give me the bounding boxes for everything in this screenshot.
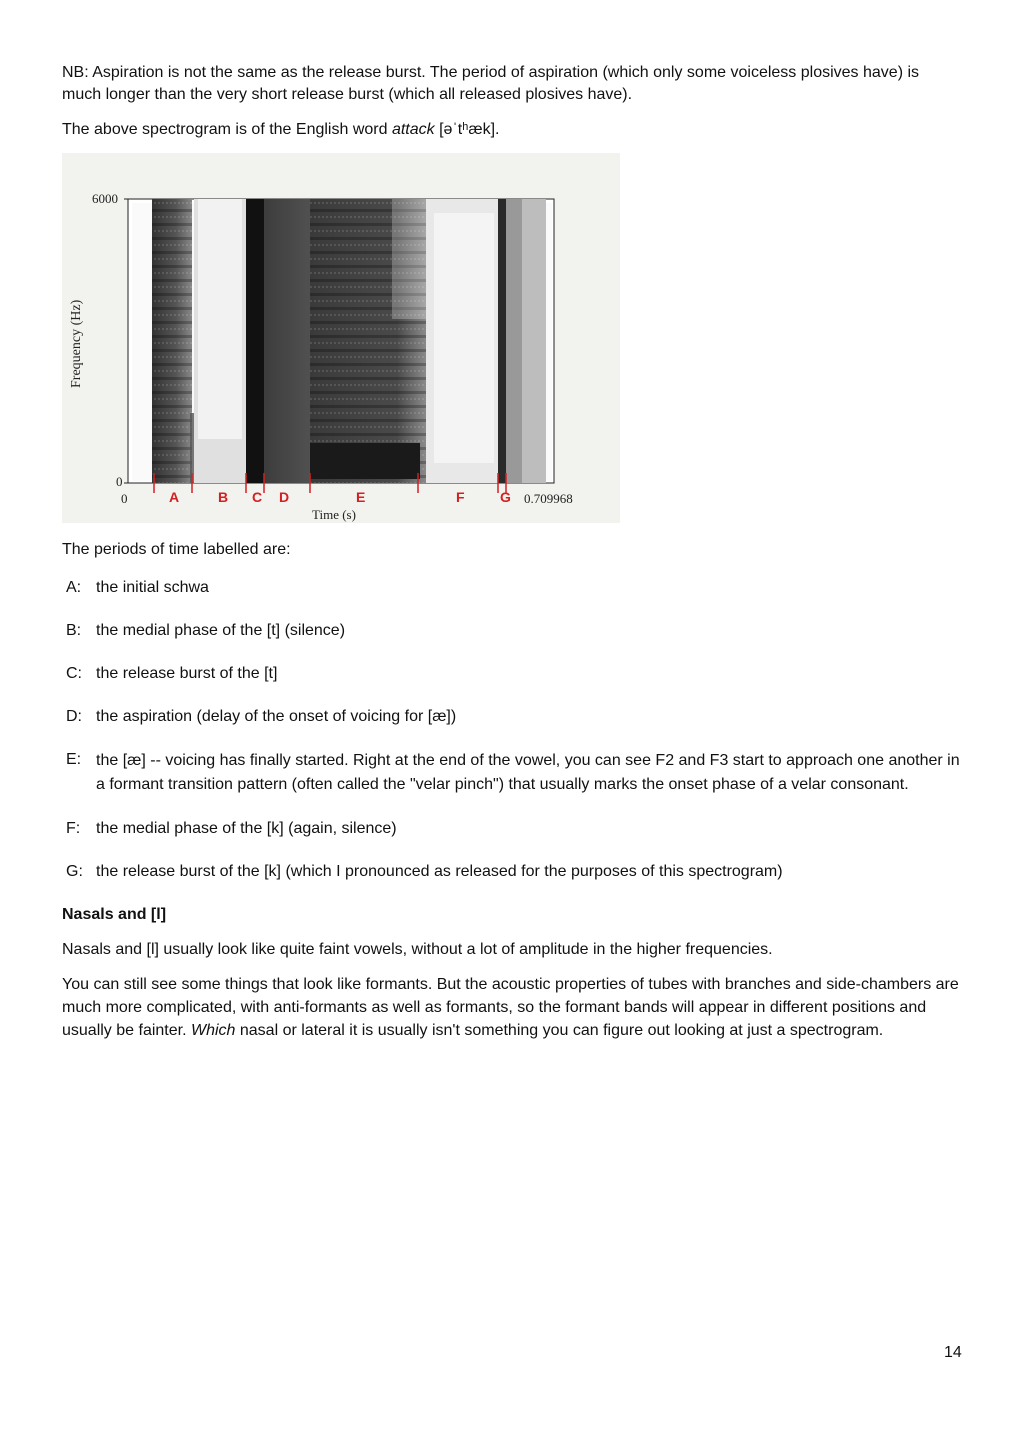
segment-label-b: B [218,489,229,505]
periods-intro: The periods of time labelled are: [62,541,291,558]
definition-text: the initial schwa [96,579,209,596]
x-min-label: 0 [121,491,128,506]
segment-label-c: C [252,489,263,505]
definition-a [62,577,962,599]
y-axis-label: Frequency (Hz) [69,299,84,388]
page-number: 14 [944,1344,962,1361]
definition-text: the medial phase of the [t] (silence) [96,622,346,639]
definition-text: the aspiration (delay of the onset of voicing for [æ]) [96,708,457,725]
segment-g-region [498,199,506,483]
segment-label-a: A [169,489,180,505]
spectrogram-figure [62,153,620,523]
x-axis-label: Time (s) [312,507,356,522]
nasals-paragraph-2 [62,973,962,1042]
segment-label-e: E [356,489,366,505]
segment-label-f: F [456,489,465,505]
segment-c-region [246,199,264,483]
definition-f [62,818,962,840]
definition-text: the release burst of the [t] [96,665,278,682]
definition-key: F: [66,820,81,837]
segment-label-d: D [279,489,290,505]
definition-g [62,861,962,883]
period-definitions [62,577,962,883]
segment-label-g: G [500,489,511,505]
definition-text: the [æ] -- voicing has finally started. Right at the end of the vowel, you can see F2 and F3 start to approach one another in a formant transition pattern (often called the "velar pinch") that usually marks the onset phase of a velar consonant. [96,752,960,793]
definition-text: the medial phase of the [k] (again, silence) [96,820,397,837]
x-max-label: 0.709968 [524,491,573,506]
y-max-label: 6000 [92,191,118,206]
caption-word: attack [391,121,435,138]
definition-key: A: [66,579,82,596]
definition-b [62,620,962,642]
definition-key: E: [66,751,82,768]
caption-suffix: [əˈtʰæk]. [434,121,500,138]
document-page [62,62,962,1042]
definition-key: B: [66,622,82,639]
spectrogram-caption [62,119,962,141]
definition-key: G: [66,863,83,880]
definition-key: D: [66,708,82,725]
definition-key: C: [66,665,82,682]
y-min-label: 0 [116,474,123,489]
nasals-paragraph-1: Nasals and [l] usually look like quite faint vowels, without a lot of amplitude in the higher frequencies. [62,941,773,958]
definition-c [62,663,962,685]
nasals-p2-prefix: You can still see some things that look like formants. But the acoustic properties of tubes with branches and side-chambers are much more complicated, with anti-formants as well as formants, so the formant bands will appear in different positions and usually be fainter. [62,976,959,1039]
nasals-heading: Nasals and [l] [62,906,167,923]
spectrogram-svg [62,153,620,523]
nasals-p2-emphasis: Which [190,1022,236,1039]
definition-d [62,706,962,728]
definition-e [62,749,962,797]
nasals-p2-suffix: nasal or lateral it is usually isn't something you can figure out looking at just a spectrogram. [235,1022,884,1039]
definition-text: the release burst of the [k] (which I pronounced as released for the purposes of this spectrogram) [96,863,783,880]
caption-prefix: The above spectrogram is of the English word [62,121,392,138]
nb-paragraph: NB: Aspiration is not the same as the release burst. The period of aspiration (which only some voiceless plosives have) is much longer than the very short release burst (which all released plosives have). [62,64,920,103]
